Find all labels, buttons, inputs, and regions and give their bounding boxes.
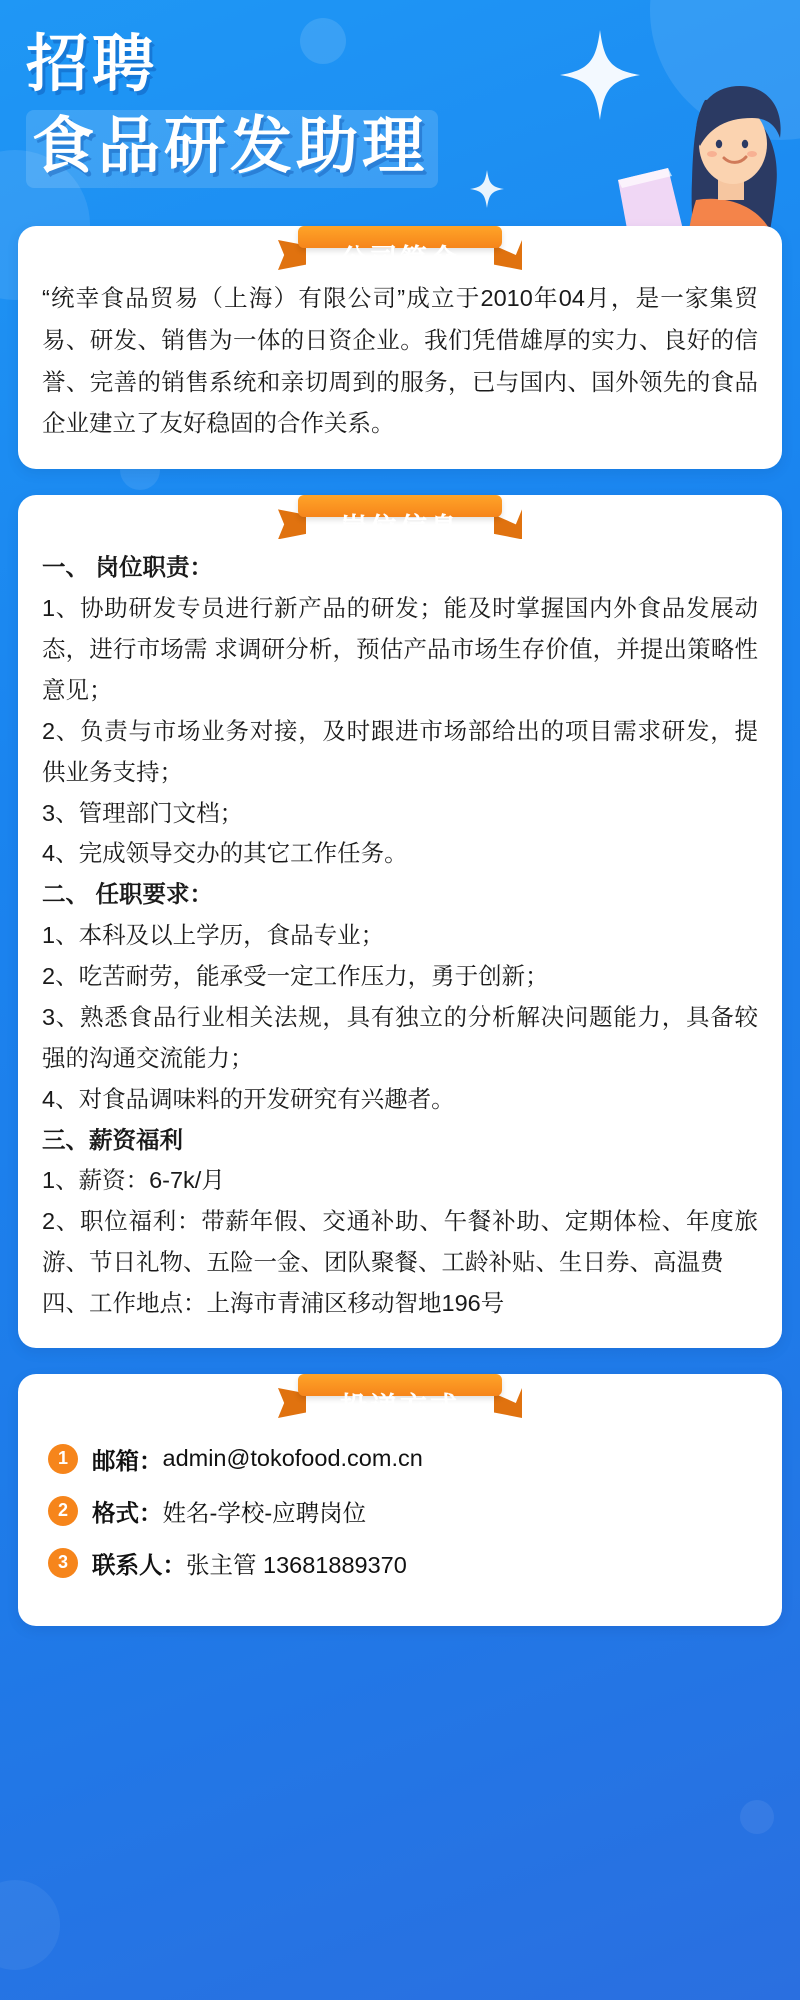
apply-label: 格式：	[92, 1499, 163, 1526]
job-line: 3、管理部门文档；	[42, 799, 244, 826]
list-number-badge: 2	[48, 1496, 78, 1526]
job-info-card	[18, 495, 782, 1348]
ribbon-label: 投递方式	[298, 1374, 502, 1396]
job-line: 四、工作地点：上海市青浦区移动智地196号	[42, 1290, 505, 1317]
job-line: 4、对食品调味料的开发研究有兴趣者。	[42, 1085, 455, 1112]
apply-label: 联系人：	[92, 1551, 186, 1578]
list-number-badge: 1	[48, 1444, 78, 1474]
decorative-circle	[740, 1800, 774, 1834]
job-line: 2、职位福利：带薪年假、交通补助、午餐补助、定期体检、年度旅游、节日礼物、五险一金、团队聚餐、工龄补贴、生日券、高温费	[42, 1208, 758, 1276]
job-line: 2、负责与市场业务对接，及时跟进市场部给出的项目需求研发，提供业务支持；	[42, 717, 758, 785]
ribbon-label: 公司简介	[298, 226, 502, 248]
apply-label: 邮箱：	[92, 1447, 163, 1474]
apply-row	[48, 1494, 762, 1528]
job-line: 1、本科及以上学历，食品专业；	[42, 922, 385, 949]
poster-title-line2: 食品研发助理	[26, 110, 438, 188]
job-line: 一、 岗位职责：	[42, 554, 214, 581]
section-job-info	[18, 495, 782, 1348]
apply-contact-value[interactable]: 张主管 13681889370	[186, 1551, 407, 1578]
company-intro-text: “统幸食品贸易（上海）有限公司”成立于2010年04月，是一家集贸易、研发、销售为一体的日资企业。我们凭借雄厚的实力、良好的信誉、完善的销售系统和亲切周到的服务，已与国内、国外领先的食品企业建立了友好稳固的合作关系。	[42, 285, 758, 437]
job-line: 3、熟悉食品行业相关法规，具有独立的分析解决问题能力，具备较强的沟通交流能力；	[42, 1003, 758, 1071]
job-line: 2、吃苦耐劳，能承受一定工作压力，勇于创新；	[42, 963, 549, 990]
ribbon-label	[298, 495, 502, 517]
apply-row	[48, 1442, 762, 1476]
job-line: 三、薪资福利	[42, 1126, 183, 1153]
job-line: 1、协助研发专员进行新产品的研发；能及时掌握国内外食品发展动态，进行市场需 求调研分析，预估产品市场生存价值，并提出策略性意见；	[42, 595, 758, 703]
section-apply	[18, 1374, 782, 1626]
apply-format-value: 姓名-学校-应聘岗位	[162, 1499, 367, 1526]
poster-title-line1: 招聘	[26, 30, 159, 99]
apply-row	[48, 1546, 762, 1580]
job-line: 4、完成领导交办的其它工作任务。	[42, 840, 408, 867]
apply-email-value[interactable]: admin@tokofood.com.cn	[162, 1445, 423, 1472]
poster-header	[0, 0, 800, 226]
section-company-intro	[18, 226, 782, 469]
job-line: 1、薪资：6-7k/月	[42, 1167, 225, 1194]
decorative-circle	[0, 1880, 60, 1970]
list-number-badge: 3	[48, 1548, 78, 1578]
job-line: 二、 任职要求：	[42, 881, 214, 908]
